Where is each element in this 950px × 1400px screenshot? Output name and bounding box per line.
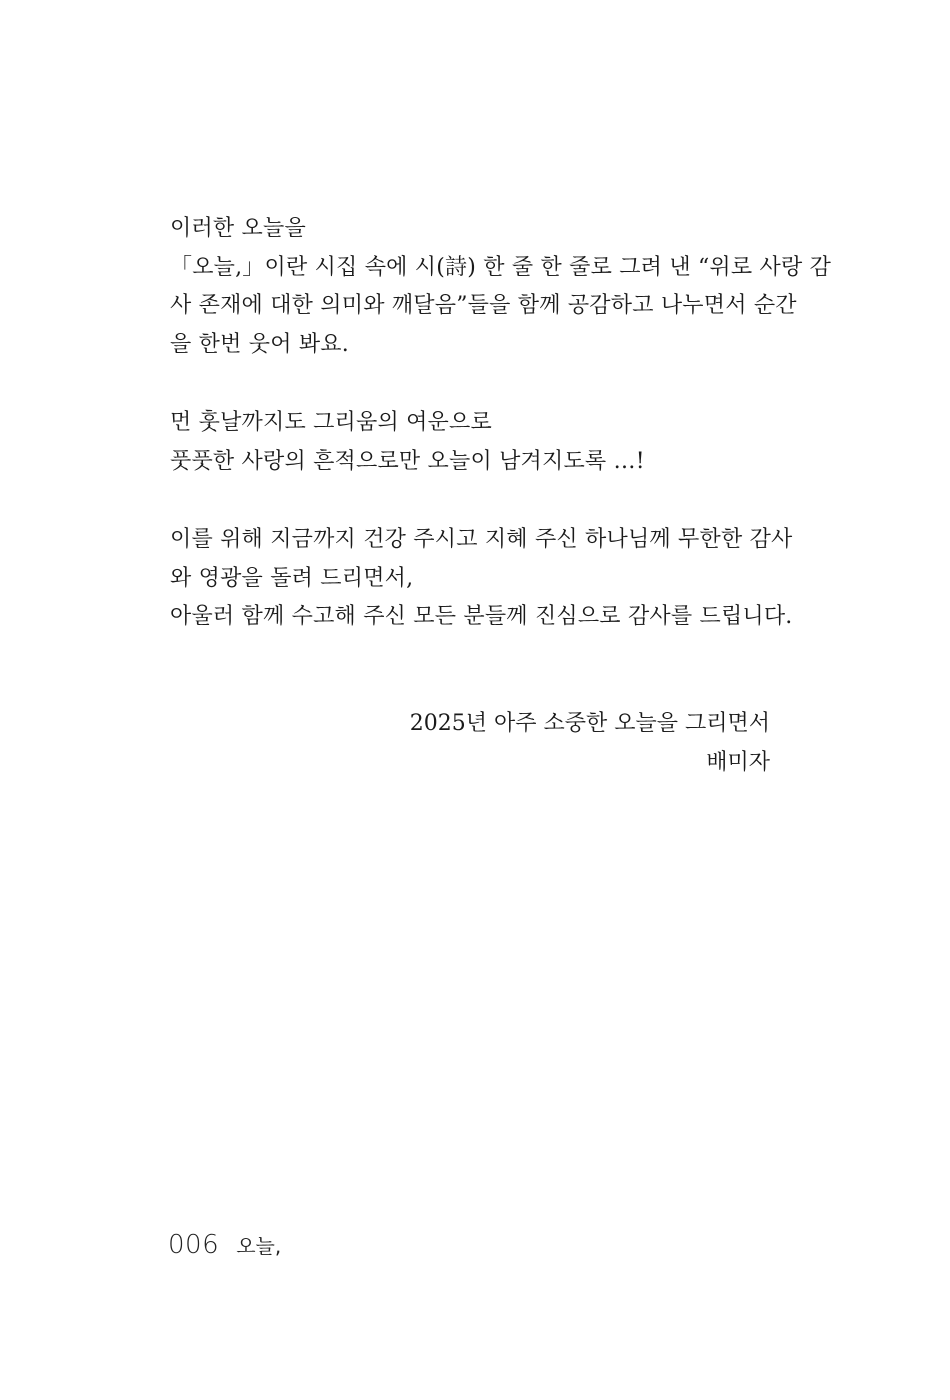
- paragraph-2: [170, 404, 770, 481]
- paragraph-spacer: [170, 481, 770, 521]
- preface-body: [170, 210, 832, 637]
- page-footer: [168, 1230, 281, 1260]
- text-line: 이를 위해 지금까지 건강 주시고 지혜 주신 하나님께 무한한 감사: [170, 527, 793, 552]
- text-line: 이러한 오늘을: [170, 216, 306, 241]
- signature-block: [410, 705, 770, 782]
- text-line: 「오늘,」이란 시집 속에 시(詩) 한 줄 한 줄로 그려 낸 “위로 사랑 감: [170, 254, 832, 280]
- text-line: 와 영광을 돌려 드리면서,: [170, 565, 414, 591]
- author-name: 배미자: [706, 749, 770, 775]
- page-number: 006: [168, 1230, 220, 1260]
- text-line: 풋풋한 사랑의 흔적으로만 오늘이 남겨지도록 …!: [170, 448, 645, 474]
- text-line: 먼 훗날까지도 그리움의 여운으로: [170, 410, 492, 435]
- paragraph-spacer: [170, 364, 770, 404]
- running-title: 오늘,: [236, 1234, 282, 1258]
- paragraph-3: [170, 521, 793, 637]
- text-line: 사 존재에 대한 의미와 깨달음”들을 함께 공감하고 나누면서 순간: [170, 293, 797, 318]
- text-line: 을 한번 웃어 봐요.: [170, 331, 349, 357]
- text-line: 아울러 함께 수고해 주신 모든 분들께 진심으로 감사를 드립니다.: [170, 604, 793, 629]
- paragraph-1: [170, 210, 832, 364]
- signature-date-line: 2025년 아주 소중한 오늘을 그리면서: [409, 711, 770, 736]
